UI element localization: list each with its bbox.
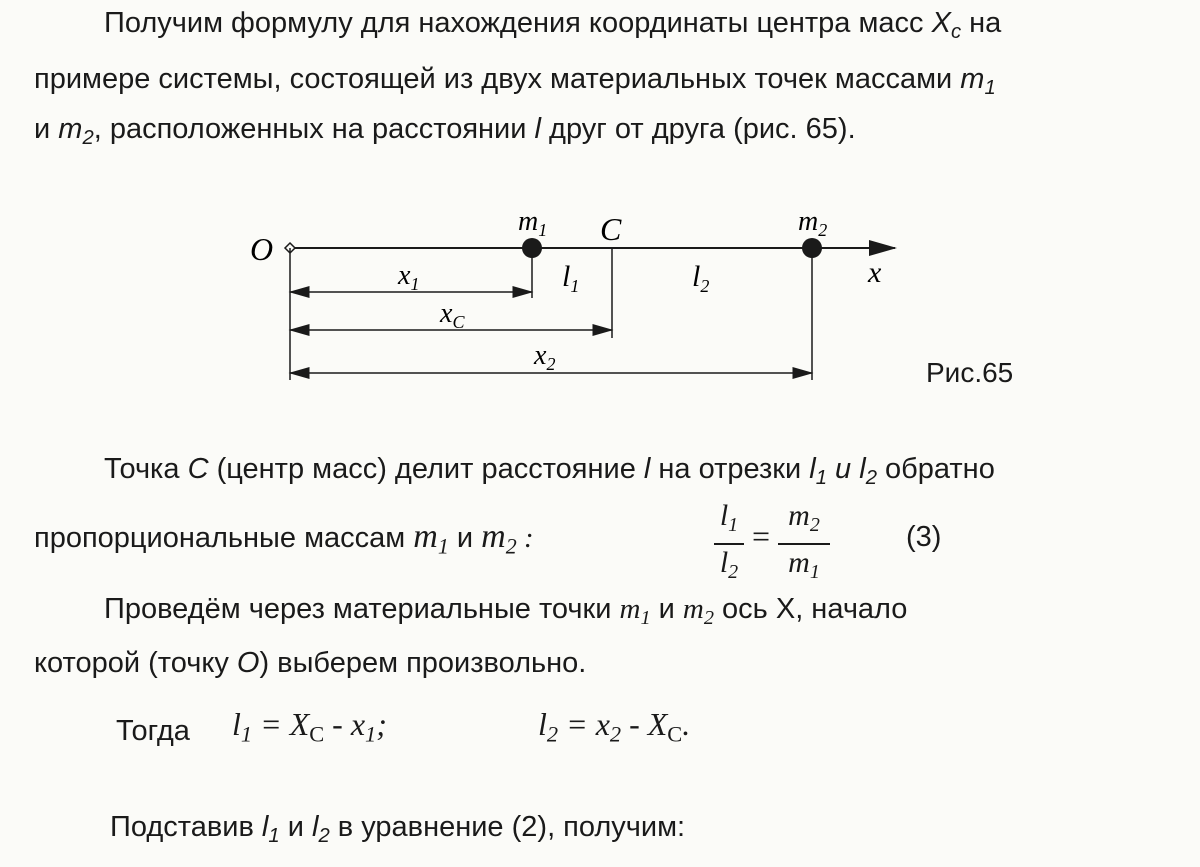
then-label: Тогда	[116, 715, 190, 747]
fraction-m2-m1: $m_2$ $m_1$	[778, 500, 830, 588]
label-x1: $x_1$	[398, 260, 420, 294]
text: ) выберем произвольно.	[259, 647, 587, 679]
text: на отрезки	[650, 453, 810, 485]
para1-line3	[34, 112, 856, 155]
para2-line1	[104, 452, 995, 495]
var-l: l	[534, 113, 541, 145]
text: друг от друга (рис. 65).	[540, 113, 856, 145]
var-sub: 1	[640, 607, 651, 630]
var-sub: 2	[865, 467, 877, 490]
text: (центр масс) делит расстояние	[208, 453, 644, 485]
var-sub: 2	[318, 825, 330, 848]
text: в уравнение (2), получим:	[329, 811, 686, 843]
var-sub: 1	[268, 825, 280, 848]
text: :	[516, 522, 534, 554]
var-l2: l	[859, 453, 866, 485]
label-x-axis: x	[868, 256, 882, 289]
equation-l1: $l_1 = X_C - x_1$;	[232, 706, 387, 747]
text: и	[279, 811, 312, 843]
mass-m2	[802, 238, 822, 258]
var-sub: 1	[984, 77, 996, 100]
text: обратно	[876, 453, 995, 485]
equation-l2: $l_2 = x_2 - X_C$.	[538, 706, 691, 747]
label-m1: $m_1$	[518, 206, 548, 240]
text: Точка	[104, 453, 188, 485]
text: и	[448, 522, 482, 554]
label-m2: $m_2$	[798, 206, 828, 240]
var-sub: c	[950, 21, 962, 44]
text: и	[650, 593, 683, 625]
var-m2: m	[481, 518, 506, 555]
var-sub: 2	[703, 607, 714, 630]
label-xc: $x_C$	[440, 298, 465, 332]
var-m2: m	[682, 593, 704, 625]
para1-line2	[34, 62, 996, 105]
para2-line2	[34, 520, 534, 564]
text: на	[961, 7, 1002, 39]
label-l2: $l_2$	[692, 260, 710, 296]
para1-line1	[104, 6, 1001, 49]
equals-sign: =	[752, 518, 771, 554]
mass-m1	[522, 238, 542, 258]
para3-line1	[104, 592, 907, 635]
var-m1: m	[413, 518, 438, 555]
var-m1: m	[619, 593, 641, 625]
text: Получим формулу для нахождения координаты центра масс	[104, 7, 932, 39]
var-X: X	[931, 7, 951, 39]
label-l1: $l_1$	[562, 260, 580, 296]
text: которой (точку	[34, 647, 237, 679]
text: , расположенных на расстоянии	[93, 113, 535, 145]
equation-number: (3)	[906, 521, 942, 553]
var-O: O	[236, 647, 260, 679]
label-x2: $x_2$	[534, 340, 556, 374]
var-m1: m	[960, 63, 985, 95]
text: и	[34, 113, 59, 145]
figure-65	[240, 200, 920, 400]
var-sub: 2	[82, 127, 94, 150]
text: примере системы, состоящей из двух материальных точек массами	[34, 63, 961, 95]
text: ось Х, начало	[714, 593, 908, 625]
label-c: C	[600, 211, 622, 247]
text: пропорциональные массам	[34, 522, 414, 554]
var-C: C	[187, 453, 209, 485]
var-sub: 1	[437, 533, 449, 559]
figure-caption: Рис.65	[926, 357, 1014, 388]
var-sub: 2	[505, 533, 517, 559]
var-l2: l	[311, 811, 319, 843]
var-l1: l	[809, 453, 816, 485]
text: Проведём через материальные точки	[104, 593, 620, 625]
var-l: l	[643, 453, 651, 485]
var-m2: m	[58, 113, 83, 145]
para5-line	[110, 810, 685, 853]
var-l1: l	[261, 811, 269, 843]
para3-line2	[34, 646, 586, 680]
text: и	[827, 453, 860, 485]
text: Подставив	[110, 811, 262, 843]
var-sub: 1	[815, 467, 827, 490]
fraction-l1-l2: $l_1$ $l_2$	[714, 500, 744, 588]
label-origin: O	[250, 231, 274, 267]
